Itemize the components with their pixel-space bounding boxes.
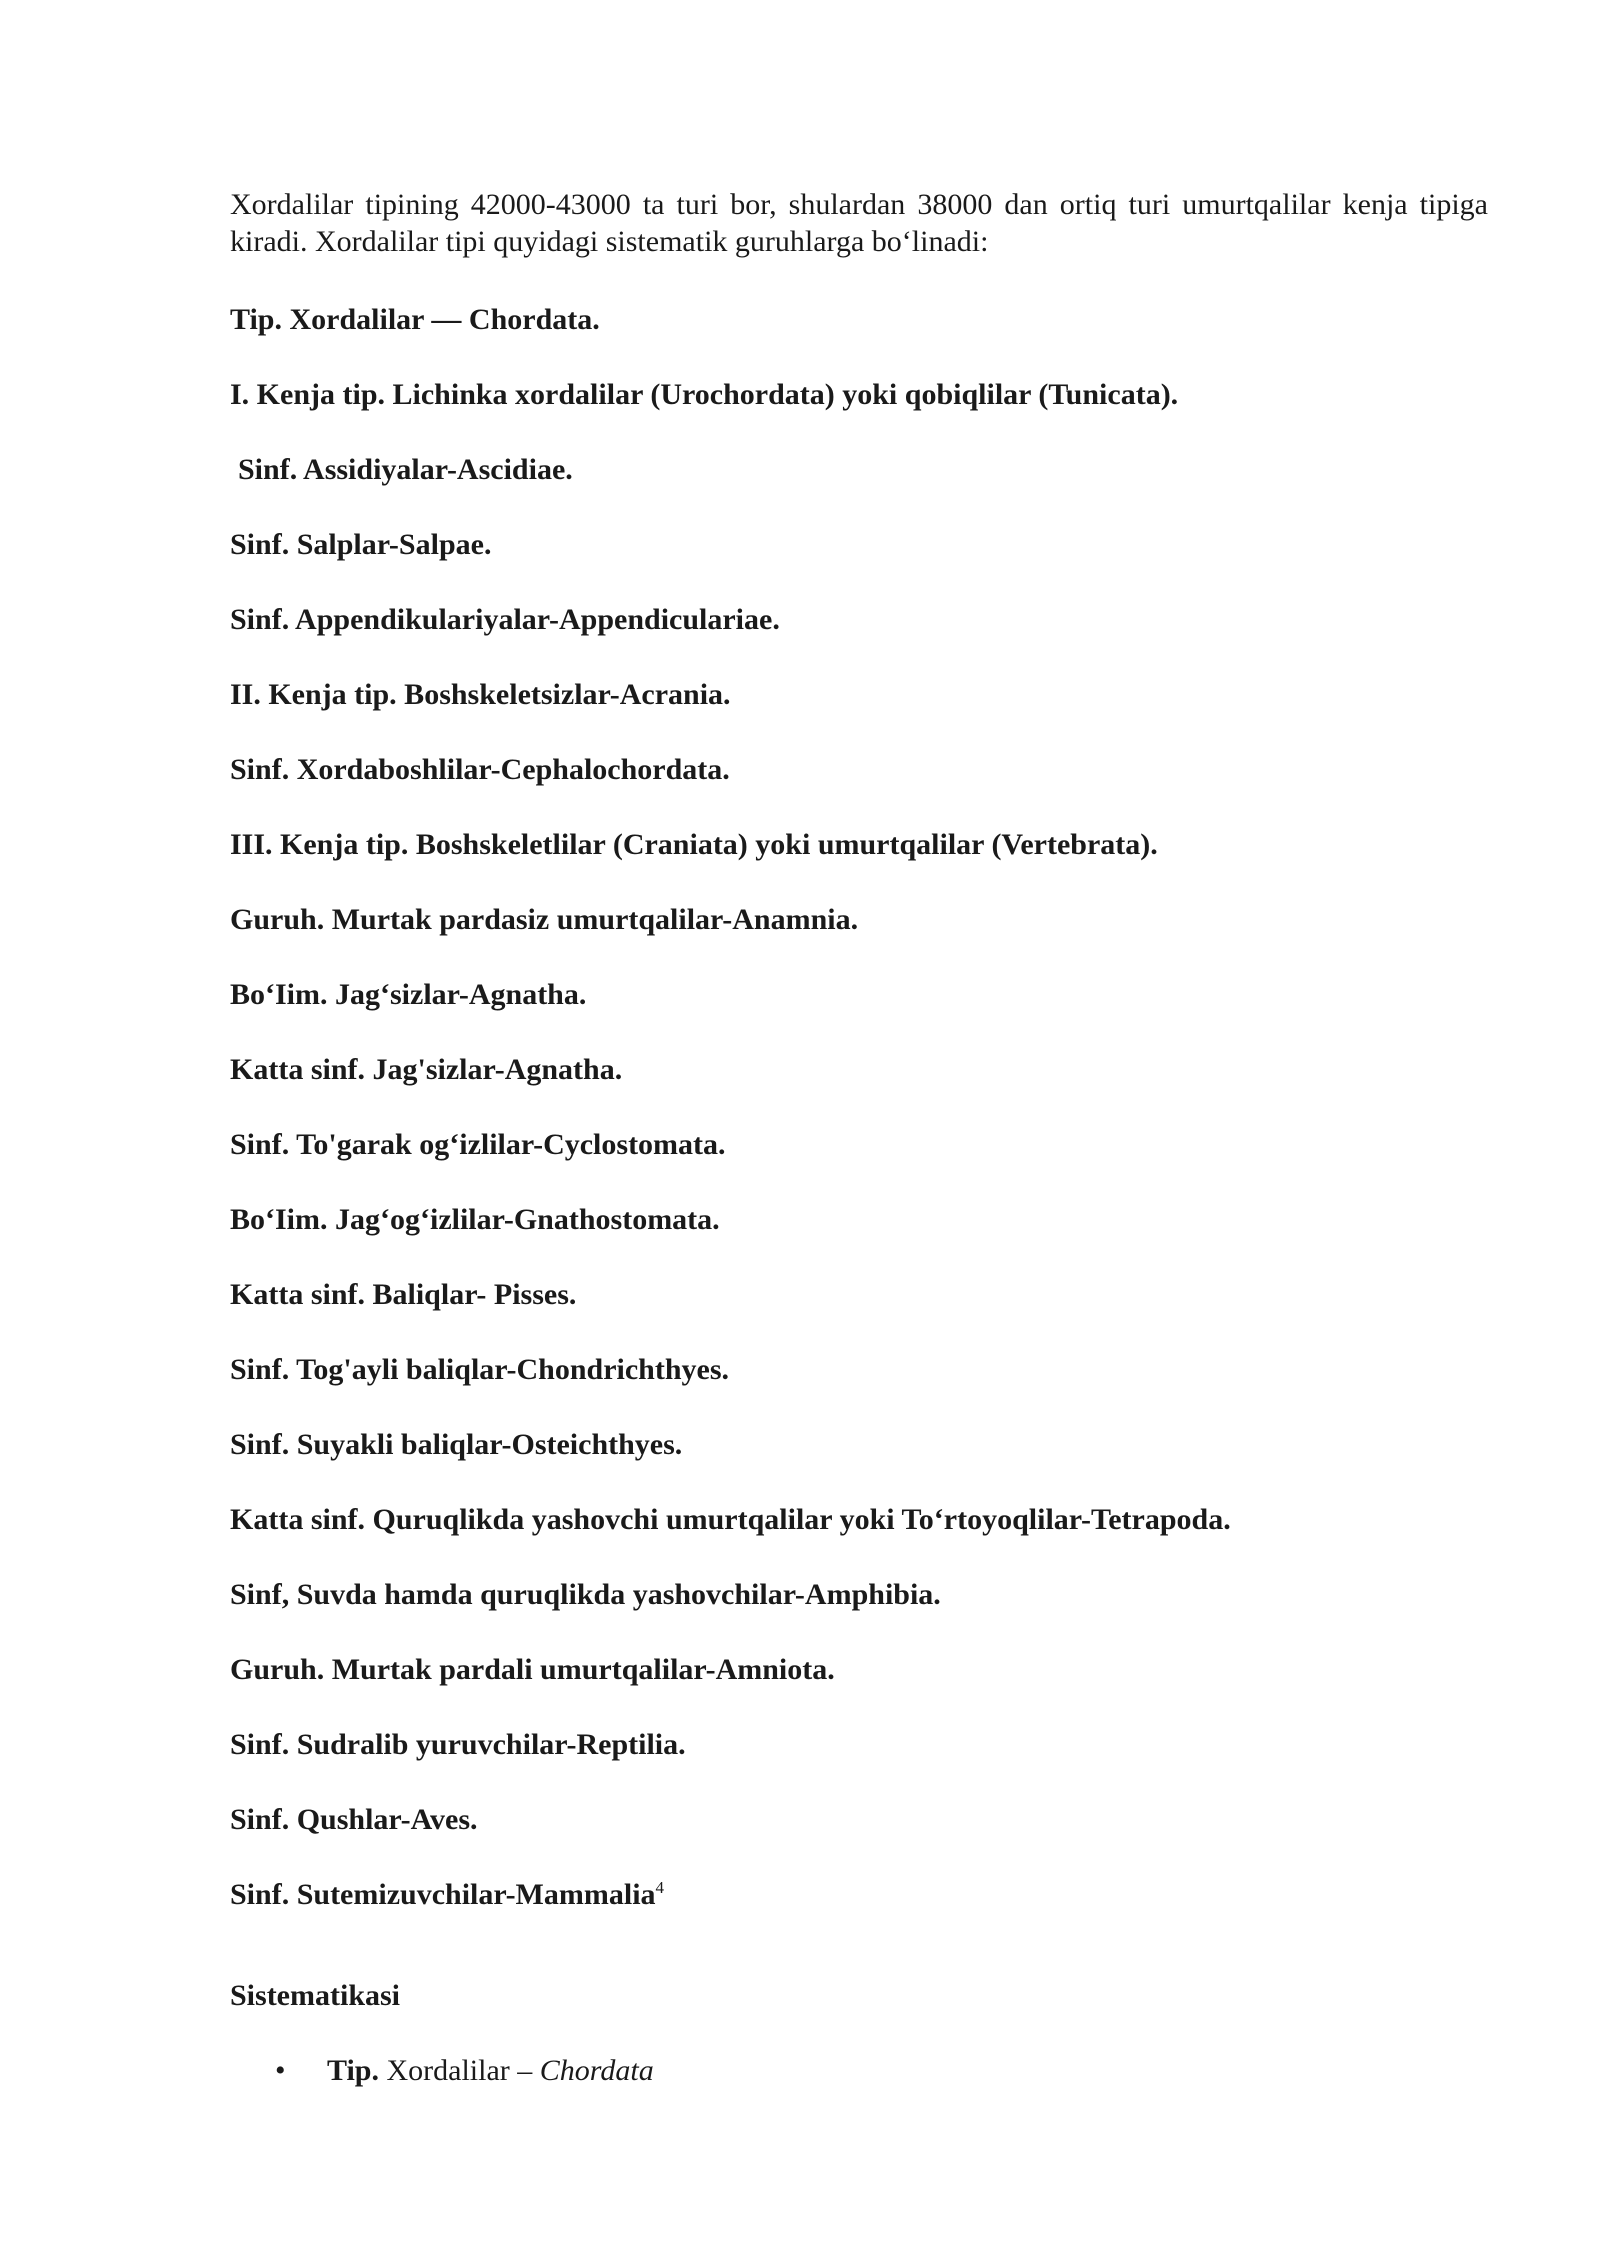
- taxon-line-class-appendiculariae: Sinf. Appendikulariyalar-Appendiculariae.: [230, 603, 780, 636]
- bullet-icon: •: [275, 2054, 286, 2087]
- taxon-line-class-salpae: Sinf. Salplar-Salpae.: [230, 528, 492, 561]
- taxon-line-class-chondrichthyes: Sinf. Tog'ayli baliqlar-Chondrichthyes.: [230, 1353, 730, 1386]
- taxon-line-subphylum-vertebrata: III. Kenja tip. Boshskeletlilar (Craniata) yoki umurtqalilar (Vertebrata).: [230, 828, 1158, 861]
- taxon-line-class-ascidiae: Sinf. Assidiyalar-Ascidiae.: [238, 453, 573, 486]
- footnote-reference[interactable]: 4: [655, 1878, 665, 1897]
- taxon-line-phylum: Tip. Xordalilar — Chordata.: [230, 303, 600, 336]
- bullet-item-text: [327, 2052, 654, 2089]
- bullet-item-name: Xordalilar –: [379, 2054, 540, 2087]
- taxon-line-division-agnatha: Bo‘Iim. Jag‘sizlar-Agnatha.: [230, 978, 587, 1011]
- taxon-line-class-cyclostomata: Sinf. To'garak og‘izlilar-Cyclostomata.: [230, 1128, 726, 1161]
- taxon-line-class-mammalia: [230, 1876, 664, 1913]
- bullet-item-label: Tip.: [327, 2054, 379, 2087]
- taxon-line-group-amniota: Guruh. Murtak pardali umurtqalilar-Amniota.: [230, 1653, 835, 1686]
- section-heading: Sistematikasi: [230, 1979, 401, 2012]
- taxon-line-division-gnathostomata: Bo‘Iim. Jag‘og‘izlilar-Gnathostomata.: [230, 1203, 720, 1236]
- taxon-line-subphylum-acrania: II. Kenja tip. Boshskeletsizlar-Acrania.: [230, 678, 731, 711]
- taxon-line-class-aves: Sinf. Qushlar-Aves.: [230, 1803, 478, 1836]
- taxon-line-subphylum-urochordata: I. Kenja tip. Lichinka xordalilar (Urochordata) yoki qobiqlilar (Tunicata).: [230, 378, 1179, 411]
- taxon-line-class-osteichthyes: Sinf. Suyakli baliqlar-Osteichthyes.: [230, 1428, 683, 1461]
- intro-paragraph: Xordalilar tipining 42000-43000 ta turi bor, shulardan 38000 dan ortiq turi umurtqalilar kenja tipiga kiradi. Xordalilar tipi quyidagi sistematik guruhlarga bo‘linadi:: [230, 188, 1488, 258]
- taxon-line-class-reptilia: Sinf. Sudralib yuruvchilar-Reptilia.: [230, 1728, 686, 1761]
- bullet-item-latin-name: Chordata: [539, 2054, 654, 2087]
- taxon-line-class-amphibia: Sinf, Suvda hamda quruqlikda yashovchilar-Amphibia.: [230, 1578, 941, 1611]
- taxon-line-superclass-pisces: Katta sinf. Baliqlar- Pisses.: [230, 1278, 577, 1311]
- taxon-line-superclass-tetrapoda: Katta sinf. Quruqlikda yashovchi umurtqalilar yoki To‘rtoyoqlilar-Tetrapoda.: [230, 1503, 1231, 1536]
- taxon-line-class-mammalia-text: Sinf. Sutemizuvchilar-Mammalia: [230, 1878, 656, 1911]
- taxon-line-superclass-agnatha: Katta sinf. Jag'sizlar-Agnatha.: [230, 1053, 623, 1086]
- taxon-line-class-cephalochordata: Sinf. Xordaboshlilar-Cephalochordata.: [230, 753, 730, 786]
- taxon-line-group-anamnia: Guruh. Murtak pardasiz umurtqalilar-Anamnia.: [230, 903, 859, 936]
